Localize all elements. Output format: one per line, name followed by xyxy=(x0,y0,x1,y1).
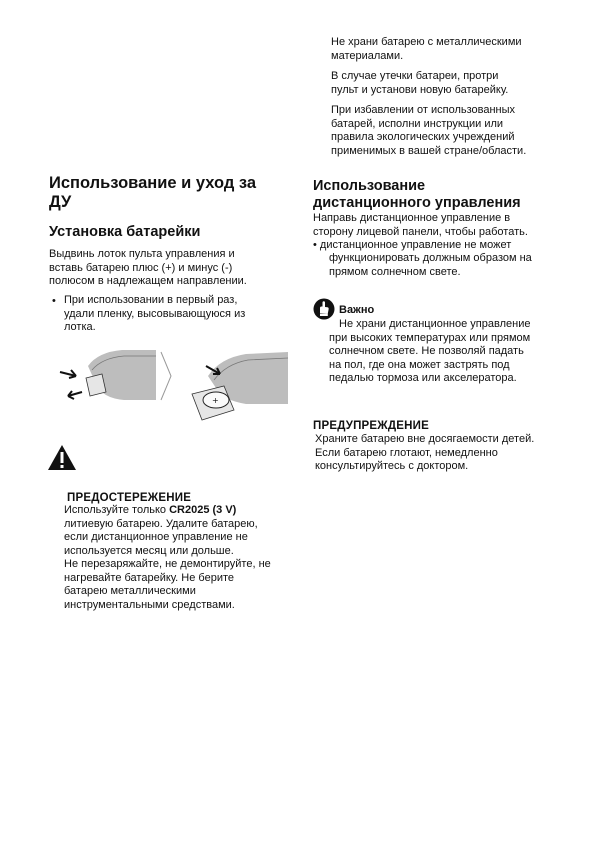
text-line: правила экологических учреждений xyxy=(331,131,515,143)
text-line: удали пленку, высовывающуюся из xyxy=(64,307,246,320)
install-bullet xyxy=(64,294,294,335)
text-line: функционировать должным образом на xyxy=(329,252,532,264)
text-line: сторону лицевой панели, чтобы работать. xyxy=(313,225,528,238)
text-line: применимых в вашей стране/области. xyxy=(331,144,527,157)
text-line: лотка. xyxy=(64,321,96,333)
text-line: используется месяц или дольше. xyxy=(64,544,234,557)
section-title-line2: ДУ xyxy=(49,193,72,211)
install-paragraph xyxy=(49,248,289,289)
text-line: При избавлении от использованных xyxy=(331,104,516,116)
text-line: Не храни батарею с металлическими xyxy=(331,36,522,48)
battery-model: CR2025 (3 V) xyxy=(169,504,237,516)
text-line xyxy=(313,239,573,253)
text-line: нагревайте батарейку. Не берите xyxy=(64,571,235,584)
text-line: солнечном свете. Не позволяй падать xyxy=(329,345,524,357)
battery-note-1 xyxy=(331,36,571,63)
important-label: Важно xyxy=(339,304,375,316)
text-line: батарей, исполни инструкции или xyxy=(331,117,504,130)
install-heading: Установка батарейки xyxy=(49,224,201,240)
section-title xyxy=(49,174,289,212)
battery-note-2 xyxy=(331,70,571,97)
text-line: прямом солнечном свете. xyxy=(329,265,461,278)
step-arrow xyxy=(161,352,171,400)
text-fragment: Используйте только xyxy=(64,504,170,516)
section-title-line1: Использование и уход за xyxy=(49,174,257,192)
bullet-mark: • xyxy=(52,295,56,307)
usage-bullet-rest xyxy=(329,252,579,279)
text-line: Не храни дистанционное управление xyxy=(339,318,531,330)
battery-insert-drawing xyxy=(192,352,288,420)
text-line: при высоких температурах или прямом xyxy=(329,331,531,344)
warning-text xyxy=(315,433,575,474)
usage-text xyxy=(313,212,573,253)
remote-tray-out-drawing xyxy=(60,350,156,400)
text-line: на пол, где она может застрять под xyxy=(329,358,510,371)
text-line xyxy=(64,504,304,518)
battery-note-3 xyxy=(331,104,571,158)
text-line: Выдвинь лоток пульта управления и xyxy=(49,248,235,260)
text-line: батарею металлическими xyxy=(64,585,196,597)
text-line: Направь дистанционное управление в xyxy=(313,212,511,224)
hand-pointing-icon xyxy=(313,298,335,320)
text-line: педалью тормоза или акселератора. xyxy=(329,372,517,384)
warning-triangle-icon xyxy=(47,444,77,471)
text-line: Не перезаряжайте, не демонтируйте, не xyxy=(64,558,271,570)
text-line: Храните батарею вне досягаемости детей. xyxy=(315,433,535,445)
text-line: пульт и установи новую батарейку. xyxy=(331,83,509,96)
warning-heading: ПРЕДУПРЕЖДЕНИЕ xyxy=(313,420,429,432)
text-line: вставь батарею плюс (+) и минус (-) xyxy=(49,261,233,274)
battery-install-illustration xyxy=(58,348,290,426)
caution-text xyxy=(64,504,304,612)
text-line: полюсом в надлежащем направлении. xyxy=(49,275,247,287)
svg-text:+: + xyxy=(212,396,219,405)
important-text xyxy=(329,318,579,386)
usage-heading-line1: Использование xyxy=(313,178,426,194)
text-line: материалами. xyxy=(331,49,404,62)
usage-heading xyxy=(313,178,573,212)
bullet-mark: • xyxy=(313,239,317,251)
text-line: В случае утечки батареи, протри xyxy=(331,70,499,82)
usage-heading-line2: дистанционного управления xyxy=(313,195,521,211)
text-line: Если батарею глотают, немедленно xyxy=(315,446,498,459)
text-line: литиевую батарею. Удалите батарею, xyxy=(64,517,258,530)
text-line: консультируйтесь с доктором. xyxy=(315,460,469,472)
caution-heading: ПРЕДОСТЕРЕЖЕНИЕ xyxy=(67,492,192,504)
text-fragment: дистанционное управление не может xyxy=(319,239,512,251)
text-line: При использовании в первый раз, xyxy=(64,294,238,306)
text-line: если дистанционное управление не xyxy=(64,531,248,543)
text-line: инструментальными средствами. xyxy=(64,598,235,611)
